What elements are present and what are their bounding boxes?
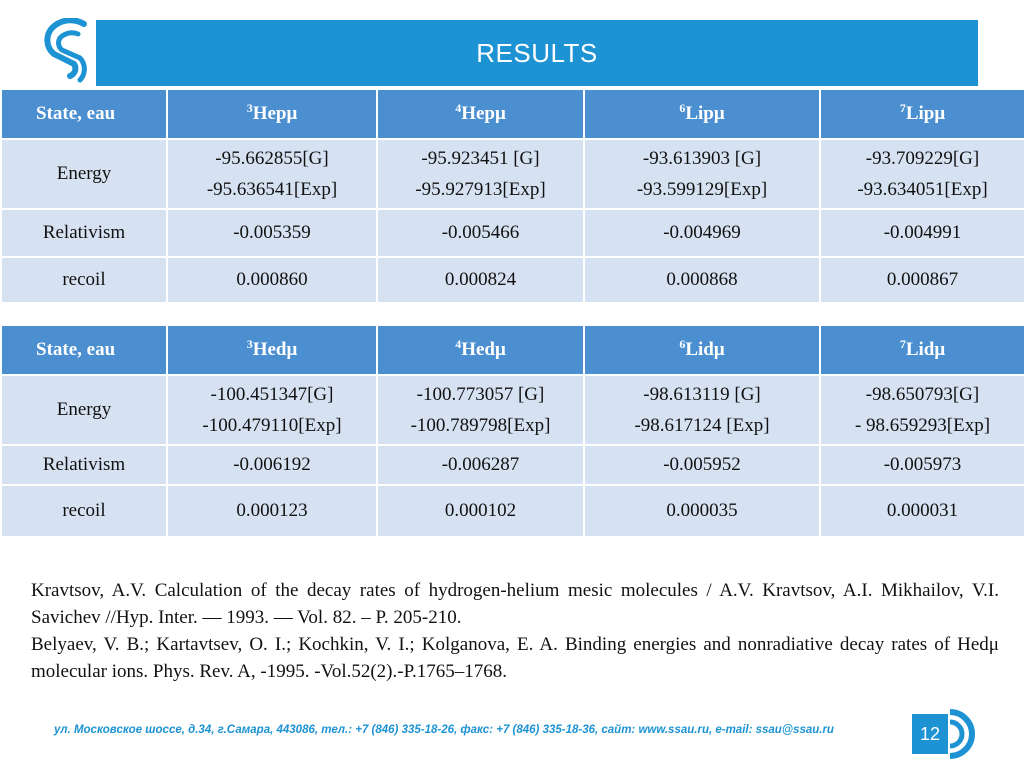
table-row: [1, 485, 1024, 537]
header-bar: [96, 20, 978, 86]
header-cell: $^4$Hedμ: [377, 325, 584, 375]
table-cell: 0.000868: [584, 257, 820, 303]
table-cell: 0.000123: [167, 485, 377, 537]
table-row: [1, 139, 1024, 209]
ssau-logo-icon: [44, 18, 96, 84]
table-row: [1, 257, 1024, 303]
table-cell: 0.000867: [820, 257, 1024, 303]
header-cell: $^3$Hedμ: [167, 325, 377, 375]
table-cell: -0.005359: [167, 209, 377, 257]
table-cell: -0.004969: [584, 209, 820, 257]
row-label: Relativism: [1, 445, 167, 485]
header-cell: $^3$Hepμ: [167, 89, 377, 139]
page-title: RESULTS: [476, 37, 598, 68]
table-cell: 0.000035: [584, 485, 820, 537]
table-cell: -98.650793[G] - 98.659293[Exp]: [820, 375, 1024, 445]
row-label: Energy: [1, 375, 167, 445]
table-row: [1, 445, 1024, 485]
ssau-arc-icon: [946, 706, 980, 762]
page-number: 12: [912, 714, 948, 754]
footer-address: ул. Московское шоссе, д.34, г.Самара, 443086, тел.: +7 (846) 335-18-26, факс: +7 (846) 335-18-36, сайт: www.ssau.ru, e-mail: ssau@ssau.ru: [54, 724, 834, 736]
header-cell: $^7$Lidμ: [820, 325, 1024, 375]
header-cell: $^6$Lidμ: [584, 325, 820, 375]
references: [31, 577, 999, 685]
table-cell: 0.000102: [377, 485, 584, 537]
results-table-dmu: [0, 324, 1024, 538]
table-header-row: [1, 89, 1024, 139]
row-label: recoil: [1, 257, 167, 303]
table-row: [1, 209, 1024, 257]
table-cell: 0.000824: [377, 257, 584, 303]
header-cell: $^4$Hepμ: [377, 89, 584, 139]
table-cell: -0.005952: [584, 445, 820, 485]
header-cell: $^6$Lipμ: [584, 89, 820, 139]
table-cell: -98.613119 [G] -98.617124 [Exp]: [584, 375, 820, 445]
table-header-row: [1, 325, 1024, 375]
header-cell: State, eau: [1, 325, 167, 375]
table-cell: -0.005973: [820, 445, 1024, 485]
header-cell: State, eau: [1, 89, 167, 139]
table-cell: 0.000860: [167, 257, 377, 303]
table-cell: -100.451347[G] -100.479110[Exp]: [167, 375, 377, 445]
table-cell: 0.000031: [820, 485, 1024, 537]
table-cell: -0.004991: [820, 209, 1024, 257]
table-cell: -0.006287: [377, 445, 584, 485]
table-row: [1, 375, 1024, 445]
table-cell: -95.662855[G] -95.636541[Exp]: [167, 139, 377, 209]
row-label: recoil: [1, 485, 167, 537]
header-cell: $^7$Lipμ: [820, 89, 1024, 139]
table-cell: -0.005466: [377, 209, 584, 257]
table-cell: -93.709229[G] -93.634051[Exp]: [820, 139, 1024, 209]
results-table-pmu: [0, 88, 1024, 304]
row-label: Relativism: [1, 209, 167, 257]
table-cell: -95.923451 [G] -95.927913[Exp]: [377, 139, 584, 209]
table-cell: -93.613903 [G] -93.599129[Exp]: [584, 139, 820, 209]
table-cell: -100.773057 [G] -100.789798[Exp]: [377, 375, 584, 445]
reference-item: Belyaev, V. B.; Kartavtsev, O. I.; Kochkin, V. I.; Kolganova, E. A. Binding energies and nonradiative decay rates of Hedμ molecular ions. Phys. Rev. A, -1995. -Vol.52(2).-P.1765–1768.: [31, 634, 999, 682]
table-cell: -0.006192: [167, 445, 377, 485]
row-label: Energy: [1, 139, 167, 209]
reference-item: Kravtsov, A.V. Calculation of the decay rates of hydrogen-helium mesic molecules / A.V. Kravtsov, A.I. Mikhailov, V.I. Savichev //Hyp. Inter. — 1993. — Vol. 82. – P. 205-210.: [31, 580, 999, 628]
